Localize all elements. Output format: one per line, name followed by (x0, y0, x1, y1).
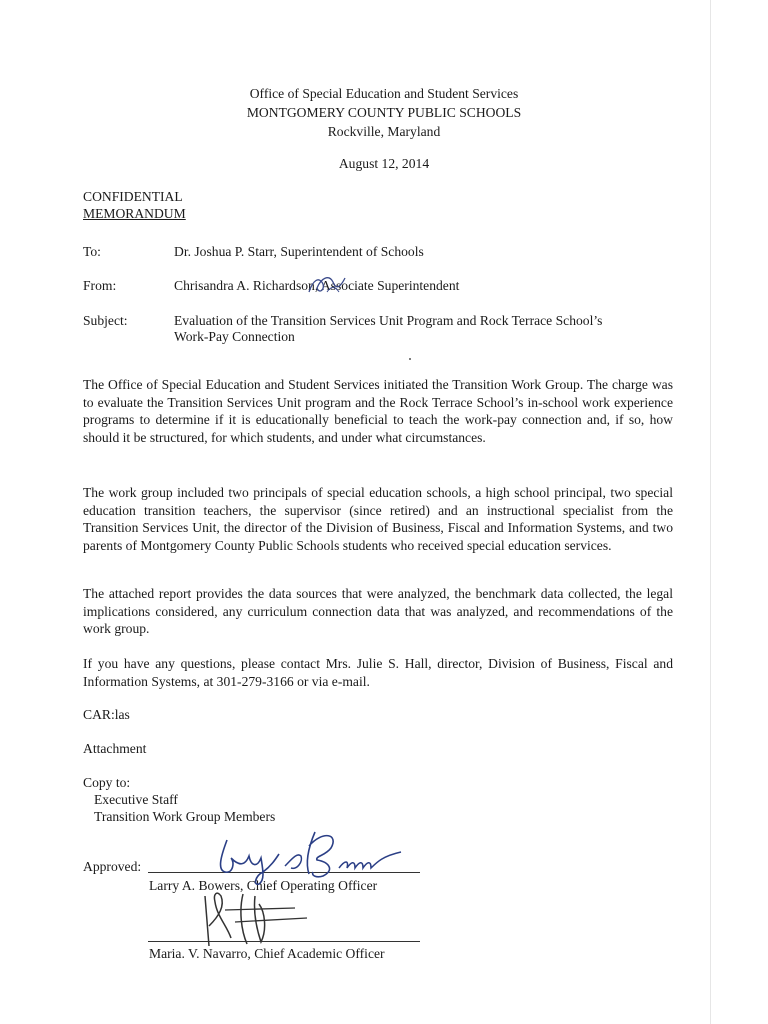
copy-recipient-2: Transition Work Group Members (94, 809, 276, 824)
paragraph-2: The work group included two principals of special education schools, a high school principal, two special education transition teachers, the supervisor (since retired) and an instructional specialist from the Transition Services Unit, the director of the Division of Business, Fiscal and Information Systems, and two parents of Montgomery County Public Schools students who received special education services. (83, 485, 673, 553)
office-name: Office of Special Education and Student Services (249, 86, 519, 101)
stray-mark (409, 358, 411, 360)
letterhead (0, 84, 768, 141)
from-label: From: (83, 278, 117, 293)
location: Rockville, Maryland (327, 124, 441, 139)
approved-label: Approved: (83, 859, 142, 874)
signature-bowers (205, 826, 415, 892)
signer-1: Larry A. Bowers, Chief Operating Officer (149, 878, 378, 893)
confidential-label: CONFIDENTIAL (83, 189, 183, 204)
paragraph-4: If you have any questions, please contact Mrs. Julie S. Hall, director, Division of Business, Fiscal and Information Systems, at 301-279-3166 or via e-mail. (83, 656, 673, 689)
paragraph-1: The Office of Special Education and Student Services initiated the Transition Work Group. The charge was to evaluate the Transition Services Unit program and the Rock Terrace School’s in-school work experience programs to determine if it is educationally beneficial to teach the work-pay connection and, if so, how should it be structured, for which students, and under what circumstances. (83, 377, 673, 445)
from-initials-signature (305, 270, 351, 300)
memorandum-label: MEMORANDUM (83, 206, 186, 221)
copy-recipient-1: Executive Staff (94, 792, 178, 807)
subject-line-1: Evaluation of the Transition Services Unit Program and Rock Terrace School’s (174, 313, 603, 328)
to-value: Dr. Joshua P. Starr, Superintendent of Schools (174, 244, 424, 259)
attachment-label: Attachment (83, 741, 147, 756)
signer-2: Maria. V. Navarro, Chief Academic Officer (149, 946, 385, 961)
from-value: Chrisandra A. Richardson, Associate Superintendent (174, 278, 460, 293)
page-edge (710, 0, 711, 1024)
district-name: MONTGOMERY COUNTY PUBLIC SCHOOLS (246, 105, 522, 120)
signature-line-2 (148, 941, 420, 942)
copy-to-label: Copy to: (83, 775, 131, 790)
subject-value (174, 313, 734, 345)
paragraph-3: The attached report provides the data sources that were analyzed, the benchmark data collected, the legal implications considered, any curriculum connection data that was analyzed, and recommendations of the work group. (83, 586, 673, 636)
to-label: To: (83, 244, 101, 259)
memo-type (83, 188, 186, 222)
memo-date: August 12, 2014 (338, 156, 430, 171)
initials: CAR:las (83, 707, 130, 722)
subject-label: Subject: (83, 313, 128, 328)
subject-line-2: Work-Pay Connection (174, 329, 295, 344)
